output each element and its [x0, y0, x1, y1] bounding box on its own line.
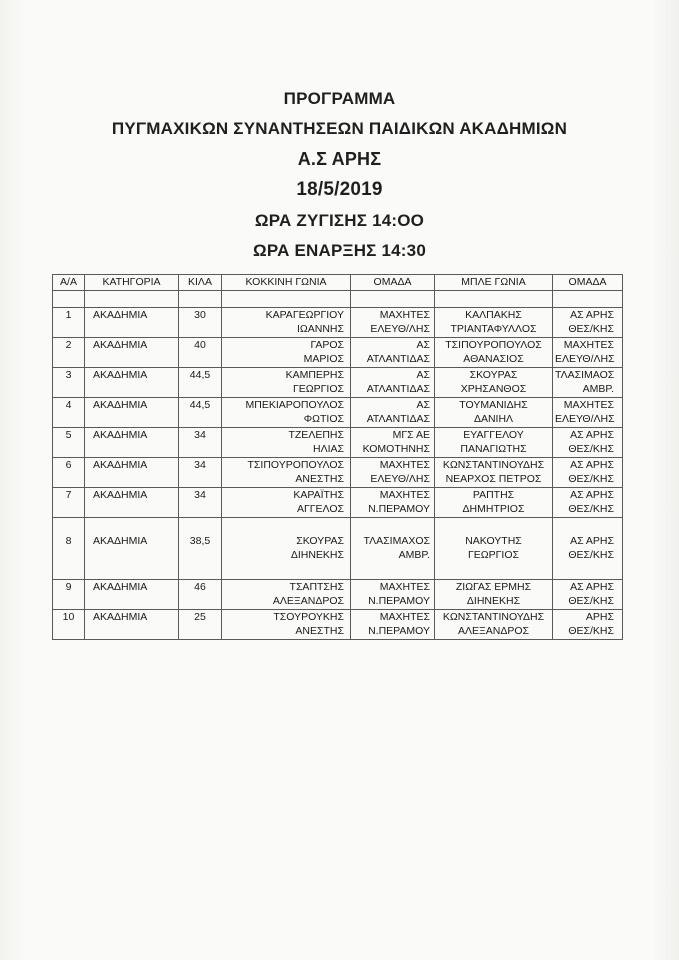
cell-blue-corner-line-1: ΚΩΝΣΤΑΝΤΙΝΟΥΔΗΣ	[442, 611, 545, 623]
cell-number	[53, 368, 85, 398]
cell-blue-corner-line-1: ΤΣΙΠΟΥΡΟΠΟΥΛΟΣ	[445, 339, 542, 351]
cell-category	[85, 518, 179, 580]
cell-red-corner	[222, 308, 351, 338]
cell-red-corner-line-1: ΜΠΕΚΙΑΡΟΠΟΥΛΟΣ	[245, 399, 344, 411]
cell-red-corner-line-2: ΦΩΤΙΟΣ	[303, 413, 344, 425]
cell-red-corner-line-1: ΚΑΡΑΪΤΗΣ	[293, 489, 344, 501]
col-header-blue-corner: ΜΠΛΕ ΓΩΝΙΑ	[435, 275, 553, 291]
cell-red-team	[351, 610, 435, 640]
cell-blue-corner-line-2: ΔΙΗΝΕΚΗΣ	[466, 595, 521, 607]
cell-blue-team-line-2: ΕΛΕΥΘ/ΛΗΣ	[555, 413, 615, 425]
cell-red-corner-line-1: ΤΣΙΠΟΥΡΟΠΟΥΛΟΣ	[247, 459, 344, 471]
cell-red-corner-line-2: ΑΝΕΣΤΗΣ	[295, 625, 344, 637]
cell-red-team-line-2: ΕΛΕΥΘ/ΛΗΣ	[370, 323, 430, 335]
cell-number-line-1: 3	[65, 369, 72, 381]
cell-blue-team-line-2: ΑΜΒΡ.	[582, 383, 614, 395]
cell-red-corner-line-1: ΤΣΑΠΤΣΗΣ	[289, 581, 344, 593]
cell-category-line-1: ΑΚΑΔΗΜΙΑ	[93, 309, 148, 321]
cell-number	[53, 308, 85, 338]
cell-number	[53, 428, 85, 458]
cell-red-team	[351, 488, 435, 518]
cell-blue-corner-line-1: ΣΚΟΥΡΑΣ	[469, 369, 518, 381]
cell-number	[53, 610, 85, 640]
cell-blue-corner	[435, 458, 553, 488]
cell-number-line-1: 1	[65, 309, 72, 321]
cell-red-team-line-2: ΑΤΛΑΝΤΙΔΑΣ	[366, 383, 430, 395]
cell-kg-line-1: 34	[194, 489, 206, 501]
cell-category-line-1: ΑΚΑΔΗΜΙΑ	[93, 535, 148, 547]
cell-kg-line-1: 34	[194, 459, 206, 471]
header-club: Α.Σ ΑΡΗΣ	[297, 149, 382, 169]
cell-category	[85, 580, 179, 610]
cell-blue-team	[553, 398, 623, 428]
cell-blue-corner-line-2: ΔΑΝΙΗΛ	[473, 413, 514, 425]
cell-red-team-line-2: ΑΤΛΑΝΤΙΔΑΣ	[366, 413, 430, 425]
cell-red-team	[351, 580, 435, 610]
cell-blue-team-line-1: ΑΣ ΑΡΗΣ	[570, 489, 614, 501]
cell-blue-team-line-2: ΘΕΣ/ΚΗΣ	[568, 323, 614, 335]
cell-red-corner	[222, 580, 351, 610]
cell-category-line-1: ΑΚΑΔΗΜΙΑ	[93, 489, 148, 501]
cell-blue-corner-line-1: ΕΥΑΓΓΕΛΟΥ	[463, 429, 524, 441]
cell-red-team	[351, 338, 435, 368]
cell-category-line-1: ΑΚΑΔΗΜΙΑ	[93, 369, 148, 381]
cell-blue-team	[553, 368, 623, 398]
cell-number	[53, 488, 85, 518]
cell-red-corner-line-1: ΓΑΡΟΣ	[310, 339, 344, 351]
cell-blue-corner	[435, 368, 553, 398]
cell-category	[85, 458, 179, 488]
cell-blue-corner-line-2: ΑΘΑΝΑΣΙΟΣ	[463, 353, 524, 365]
table-row	[53, 610, 623, 640]
cell-red-team	[351, 458, 435, 488]
cell-red-team-line-1: ΜΑΧΗΤΕΣ	[379, 611, 430, 623]
cell-category-line-1: ΑΚΑΔΗΜΙΑ	[93, 429, 148, 441]
cell-number-line-1: 8	[65, 535, 72, 547]
table-row	[53, 428, 623, 458]
cell-category-line-1: ΑΚΑΔΗΜΙΑ	[93, 459, 148, 471]
cell-red-team-line-2: ΚΟΜΟΤΗΝΗΣ	[362, 443, 430, 455]
cell-red-corner-line-1: ΣΚΟΥΡΑΣ	[296, 535, 344, 547]
table-row	[53, 398, 623, 428]
cell-number-line-1: 7	[65, 489, 72, 501]
cell-blue-team-line-1: ΑΣ ΑΡΗΣ	[570, 429, 614, 441]
cell-blue-corner-line-1: ΡΑΠΤΗΣ	[472, 489, 515, 501]
cell-red-team-line-1: ΑΣ	[416, 339, 430, 351]
cell-category-line-1: ΑΚΑΔΗΜΙΑ	[93, 581, 148, 593]
cell-red-team-line-1: ΜΑΧΗΤΕΣ	[379, 489, 430, 501]
cell-category-line-1: ΑΚΑΔΗΜΙΑ	[93, 339, 148, 351]
cell-red-team-line-1: ΜΑΧΗΤΕΣ	[379, 309, 430, 321]
cell-red-corner	[222, 488, 351, 518]
cell-red-corner-line-1: ΤΖΕΛΕΠΗΣ	[288, 429, 344, 441]
cell-red-team-line-2: ΑΜΒΡ.	[398, 549, 430, 561]
cell-kg	[179, 580, 222, 610]
cell-category	[85, 428, 179, 458]
cell-red-corner	[222, 398, 351, 428]
cell-red-team-line-2: ΑΤΛΑΝΤΙΔΑΣ	[366, 353, 430, 365]
cell-blue-team	[553, 518, 623, 580]
cell-blue-corner-line-2: ΧΡΗΣΑΝΘΟΣ	[460, 383, 527, 395]
cell-blue-team-line-1: ΤΛΑΣΙΜΑΟΣ	[555, 369, 615, 381]
cell-kg-line-1: 44,5	[189, 399, 211, 411]
cell-blue-team	[553, 610, 623, 640]
cell-kg-line-1: 38,5	[189, 535, 211, 547]
cell-blue-team-line-1: ΑΣ ΑΡΗΣ	[570, 581, 614, 593]
cell-red-corner	[222, 368, 351, 398]
cell-red-team-line-1: ΑΣ	[416, 399, 430, 411]
cell-red-corner-line-2: ΑΓΓΕΛΟΣ	[296, 503, 344, 515]
cell-red-corner-line-2: ΔΙΗΝΕΚΗΣ	[290, 549, 344, 561]
cell-red-corner-line-2: ΑΝΕΣΤΗΣ	[295, 473, 344, 485]
header-subtitle: ΠΥΓΜΑΧΙΚΩΝ ΣΥΝΑΝΤΗΣΕΩΝ ΠΑΙΔΙΚΩΝ ΑΚΑΔΗΜΙΩΝ	[111, 119, 568, 138]
header-date: 18/5/2019	[296, 179, 383, 200]
cell-number	[53, 458, 85, 488]
table-spacer-row	[53, 291, 623, 308]
cell-red-corner-line-1: ΤΣΟΥΡΟΥΚΗΣ	[273, 611, 344, 623]
cell-kg	[179, 428, 222, 458]
cell-blue-team-line-2: ΘΕΣ/ΚΗΣ	[568, 473, 614, 485]
cell-red-corner-line-2: ΜΑΡΙΟΣ	[303, 353, 344, 365]
cell-blue-team	[553, 338, 623, 368]
cell-blue-team-line-1: ΑΣ ΑΡΗΣ	[570, 459, 614, 471]
cell-blue-corner-line-2: ΓΕΩΡΓΙΟΣ	[468, 549, 519, 561]
cell-blue-team	[553, 428, 623, 458]
cell-number	[53, 518, 85, 580]
cell-blue-team-line-2: ΘΕΣ/ΚΗΣ	[568, 503, 614, 515]
document-header	[0, 84, 679, 266]
header-title: ΠΡΟΓΡΑΜΜΑ	[283, 89, 396, 108]
cell-kg-line-1: 34	[194, 429, 206, 441]
col-header-number: Α/Α	[53, 275, 85, 291]
cell-blue-team-line-2: ΕΛΕΥΘ/ΛΗΣ	[555, 353, 615, 365]
cell-blue-corner-line-2: ΔΗΜΗΤΡΙΟΣ	[462, 503, 525, 515]
table-row	[53, 338, 623, 368]
cell-kg-line-1: 46	[194, 581, 206, 593]
cell-blue-corner	[435, 488, 553, 518]
cell-number	[53, 580, 85, 610]
cell-red-corner	[222, 518, 351, 580]
cell-red-corner-line-1: ΚΑΡΑΓΕΩΡΓΙΟΥ	[265, 309, 344, 321]
cell-red-corner-line-2: ΑΛΕΞΑΝΔΡΟΣ	[272, 595, 344, 607]
table-row	[53, 488, 623, 518]
cell-kg-line-1: 44,5	[189, 369, 211, 381]
cell-red-corner-line-2: ΙΩΑΝΝΗΣ	[296, 323, 344, 335]
cell-blue-corner	[435, 518, 553, 580]
cell-blue-team-line-1: ΑΣ ΑΡΗΣ	[570, 309, 614, 321]
cell-red-team-line-1: ΜΑΧΗΤΕΣ	[379, 459, 430, 471]
cell-kg	[179, 308, 222, 338]
cell-kg-line-1: 25	[194, 611, 206, 623]
cell-blue-corner-line-1: ΤΟΥΜΑΝΙΔΗΣ	[459, 399, 528, 411]
table-row	[53, 458, 623, 488]
cell-number-line-1: 6	[65, 459, 72, 471]
cell-red-team-line-1: ΑΣ	[416, 369, 430, 381]
cell-category	[85, 610, 179, 640]
cell-blue-corner-line-2: ΤΡΙΑΝΤΑΦΥΛΛΟΣ	[450, 323, 537, 335]
cell-blue-corner-line-1: ΖΙΩΓΑΣ ΕΡΜΗΣ	[455, 581, 532, 593]
cell-category	[85, 338, 179, 368]
cell-kg-line-1: 40	[194, 339, 206, 351]
cell-red-team	[351, 518, 435, 580]
cell-blue-corner-line-2: ΠΑΝΑΓΙΩΤΗΣ	[460, 443, 527, 455]
cell-kg	[179, 398, 222, 428]
cell-category	[85, 488, 179, 518]
cell-blue-corner	[435, 428, 553, 458]
cell-blue-corner-line-1: ΚΑΛΠΑΚΗΣ	[465, 309, 522, 321]
cell-blue-team-line-2: ΘΕΣ/ΚΗΣ	[568, 595, 614, 607]
cell-number-line-1: 4	[65, 399, 72, 411]
col-header-category: ΚΑΤΗΓΟΡΙΑ	[85, 275, 179, 291]
cell-kg	[179, 458, 222, 488]
cell-kg-line-1: 30	[194, 309, 206, 321]
col-header-red-corner: ΚΟΚΚΙΝΗ ΓΩΝΙΑ	[222, 275, 351, 291]
cell-red-corner	[222, 610, 351, 640]
cell-blue-corner-line-2: ΑΛΕΞΑΝΔΡΟΣ	[457, 625, 530, 637]
cell-blue-team-line-1: ΑΡΗΣ	[585, 611, 614, 623]
header-start-time: ΩΡΑ ΕΝΑΡΞΗΣ 14:30	[253, 241, 426, 260]
cell-blue-corner	[435, 580, 553, 610]
cell-red-team-line-1: ΜΑΧΗΤΕΣ	[379, 581, 430, 593]
cell-red-team-line-2: Ν.ΠΕΡΑΜΟΥ	[368, 595, 430, 607]
cell-blue-team-line-1: ΑΣ ΑΡΗΣ	[570, 535, 614, 547]
cell-red-team-line-2: Ν.ΠΕΡΑΜΟΥ	[368, 503, 430, 515]
cell-blue-team-line-1: ΜΑΧΗΤΕΣ	[563, 399, 614, 411]
cell-red-team	[351, 308, 435, 338]
cell-number-line-1: 2	[65, 339, 72, 351]
cell-blue-corner	[435, 610, 553, 640]
table-row	[53, 308, 623, 338]
cell-number-line-1: 9	[65, 581, 72, 593]
cell-number-line-1: 5	[65, 429, 72, 441]
cell-red-team-line-1: ΤΛΑΣΙΜΑΧΟΣ	[363, 535, 430, 547]
cell-blue-team	[553, 580, 623, 610]
cell-blue-corner-line-1: ΝΑΚΟΥΤΗΣ	[465, 535, 522, 547]
cell-red-team	[351, 368, 435, 398]
cell-category-line-1: ΑΚΑΔΗΜΙΑ	[93, 399, 148, 411]
cell-kg	[179, 488, 222, 518]
cell-red-team-line-1: ΜΓΣ ΑΕ	[392, 429, 430, 441]
cell-category	[85, 398, 179, 428]
cell-blue-corner	[435, 398, 553, 428]
cell-blue-team-line-2: ΘΕΣ/ΚΗΣ	[568, 625, 614, 637]
table-header-row	[53, 275, 623, 291]
cell-blue-team	[553, 458, 623, 488]
cell-number	[53, 338, 85, 368]
cell-blue-corner	[435, 308, 553, 338]
cell-blue-team-line-1: ΜΑΧΗΤΕΣ	[563, 339, 614, 351]
table-row	[53, 580, 623, 610]
cell-red-team	[351, 398, 435, 428]
cell-category-line-1: ΑΚΑΔΗΜΙΑ	[93, 611, 148, 623]
cell-blue-team	[553, 308, 623, 338]
cell-category	[85, 368, 179, 398]
cell-kg	[179, 338, 222, 368]
cell-number	[53, 398, 85, 428]
col-header-kg: ΚΙΛΑ	[179, 275, 222, 291]
table-body	[53, 291, 623, 640]
cell-kg	[179, 518, 222, 580]
cell-blue-corner-line-2: ΝΕΑΡΧΟΣ ΠΕΤΡΟΣ	[445, 473, 542, 485]
cell-red-team-line-2: ΕΛΕΥΘ/ΛΗΣ	[370, 473, 430, 485]
cell-blue-corner	[435, 338, 553, 368]
cell-red-corner	[222, 458, 351, 488]
cell-blue-corner-line-1: ΚΩΝΣΤΑΝΤΙΝΟΥΔΗΣ	[442, 459, 545, 471]
cell-number-line-1: 10	[62, 611, 75, 623]
cell-red-corner-line-2: ΓΕΩΡΓΙΟΣ	[293, 383, 344, 395]
table-row	[53, 368, 623, 398]
cell-red-team	[351, 428, 435, 458]
cell-red-corner-line-2: ΗΛΙΑΣ	[312, 443, 344, 455]
cell-blue-team	[553, 488, 623, 518]
col-header-blue-team: ΟΜΑΔΑ	[553, 275, 623, 291]
col-header-red-team: ΟΜΑΔΑ	[351, 275, 435, 291]
bouts-table	[52, 274, 623, 640]
cell-category	[85, 308, 179, 338]
cell-red-corner	[222, 338, 351, 368]
cell-red-corner-line-1: ΚΑΜΠΕΡΗΣ	[285, 369, 344, 381]
cell-kg	[179, 368, 222, 398]
cell-blue-team-line-2: ΘΕΣ/ΚΗΣ	[568, 549, 614, 561]
cell-kg	[179, 610, 222, 640]
cell-blue-team-line-2: ΘΕΣ/ΚΗΣ	[568, 443, 614, 455]
header-weigh-in-time: ΩΡΑ ΖΥΓΙΣΗΣ 14:ΟΟ	[254, 211, 425, 230]
cell-red-team-line-2: Ν.ΠΕΡΑΜΟΥ	[368, 625, 430, 637]
table-row	[53, 518, 623, 580]
cell-red-corner	[222, 428, 351, 458]
